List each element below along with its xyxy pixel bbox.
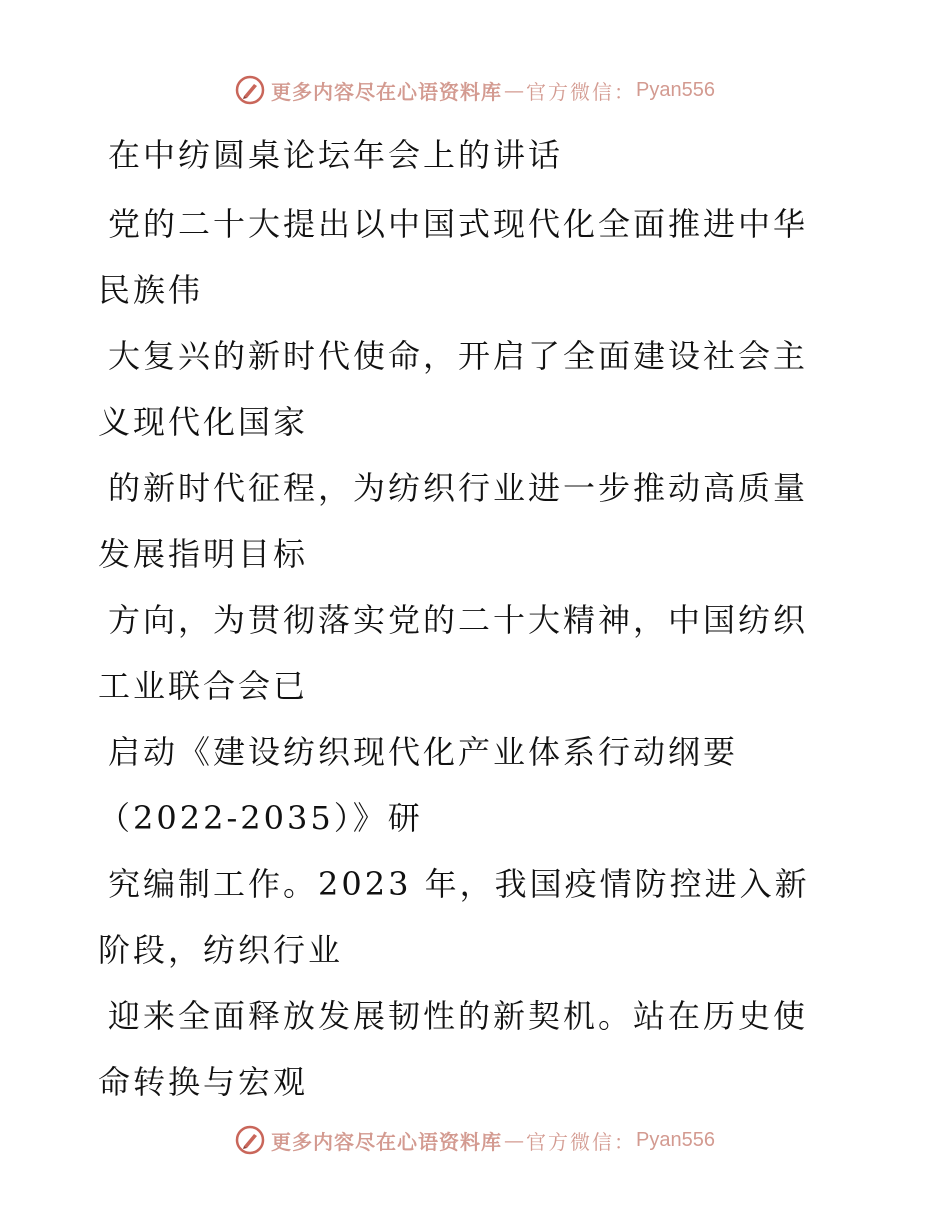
- paragraph-7: 迎来全面释放发展韧性的新契机。站在历史使命转换与宏观: [98, 997, 809, 1101]
- paragraph-3: 的新时代征程，为纺织行业进一步推动高质量发展指明目标: [98, 469, 809, 573]
- pen-logo-icon: [235, 1125, 265, 1155]
- paragraph-5: 启动《建设纺织现代化产业体系行动纲要（2022-2035）》研: [98, 733, 739, 837]
- banner-dash: —: [504, 1128, 525, 1152]
- paragraph-1: 党的二十大提出以中国式现代化全面推进中华民族伟: [98, 205, 809, 309]
- document-title: 在中纺圆桌论坛年会上的讲话: [108, 136, 564, 174]
- banner-wechat-id: Pyan556: [636, 78, 715, 101]
- document-body: [98, 122, 833, 1115]
- footer-watermark-banner: [0, 1120, 950, 1160]
- pen-logo-icon: [235, 75, 265, 105]
- banner-dash: —: [504, 78, 525, 102]
- paragraph-2: 大复兴的新时代使命，开启了全面建设社会主义现代化国家: [98, 337, 809, 441]
- banner-wechat-id: Pyan556: [636, 1128, 715, 1151]
- banner-official-label: 官方微信：: [526, 1129, 637, 1154]
- banner-brand-text: 更多内容尽在心语资料库: [271, 1129, 503, 1154]
- banner-official-label: 官方微信：: [526, 79, 637, 104]
- header-watermark-banner: [0, 70, 950, 110]
- banner-brand-text: 更多内容尽在心语资料库: [271, 79, 503, 104]
- paragraph-4: 方向，为贯彻落实党的二十大精神，中国纺织工业联合会已: [98, 601, 809, 705]
- paragraph-6: 究编制工作。2023 年，我国疫情防控进入新阶段，纺织行业: [98, 865, 810, 969]
